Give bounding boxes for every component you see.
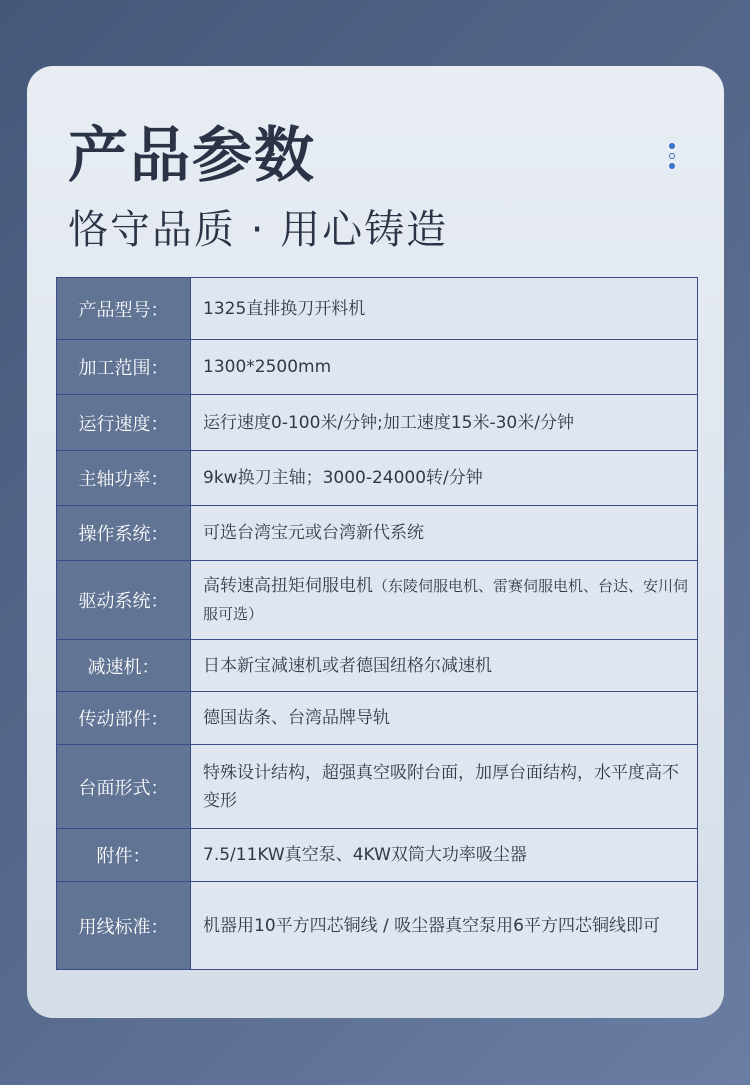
spec-value: 特殊设计结构，超强真空吸附台面，加厚台面结构，水平度高不变形 — [191, 745, 698, 829]
spec-label: 减速机： — [57, 640, 191, 692]
spec-row-reducer — [57, 640, 698, 692]
spec-label: 传动部件： — [57, 692, 191, 745]
page-title: 产品参数 — [68, 121, 316, 191]
spec-row-speed — [57, 395, 698, 451]
spec-label: 附件： — [57, 829, 191, 882]
spec-value: 1325直排换刀开料机 — [191, 278, 698, 340]
spec-row-transmission — [57, 692, 698, 745]
spec-label: 产品型号： — [57, 278, 191, 340]
spec-row-wiring — [57, 882, 698, 970]
spec-label: 台面形式： — [57, 745, 191, 829]
spec-row-accessories — [57, 829, 698, 882]
spec-value-note: （东陵伺服电机、雷赛伺服电机、台达、安川伺服可选） — [203, 577, 689, 623]
spec-label: 操作系统： — [57, 506, 191, 561]
spec-row-os — [57, 506, 698, 561]
spec-value — [191, 561, 698, 640]
spec-value: 1300*2500mm — [191, 340, 698, 395]
spec-label: 加工范围： — [57, 340, 191, 395]
dot-filled — [669, 143, 675, 149]
page-subtitle: 恪守品质 · 用心铸造 — [68, 207, 449, 253]
spec-value: 7.5/11KW真空泵、4KW双筒大功率吸尘器 — [191, 829, 698, 882]
spec-table — [56, 277, 698, 970]
spec-row-table — [57, 745, 698, 829]
spec-value: 机器用10平方四芯铜线 / 吸尘器真空泵用6平方四芯铜线即可 — [191, 882, 698, 970]
spec-row-drive — [57, 561, 698, 640]
spec-label: 运行速度： — [57, 395, 191, 451]
spec-value: 可选台湾宝元或台湾新代系统 — [191, 506, 698, 561]
spec-row-range — [57, 340, 698, 395]
spec-row-spindle — [57, 451, 698, 506]
dot-filled — [669, 163, 675, 169]
dot-ring — [669, 153, 675, 159]
spec-value-main: 高转速高扭矩伺服电机 — [203, 576, 373, 596]
more-dots-icon — [669, 143, 677, 173]
spec-value: 德国齿条、台湾品牌导轨 — [191, 692, 698, 745]
spec-value: 9kw换刀主轴；3000-24000转/分钟 — [191, 451, 698, 506]
spec-value: 运行速度0-100米/分钟;加工速度15米-30米/分钟 — [191, 395, 698, 451]
spec-label: 用线标准： — [57, 882, 191, 970]
spec-label: 主轴功率： — [57, 451, 191, 506]
spec-row-model — [57, 278, 698, 340]
spec-value: 日本新宝减速机或者德国纽格尔减速机 — [191, 640, 698, 692]
spec-label: 驱动系统： — [57, 561, 191, 640]
